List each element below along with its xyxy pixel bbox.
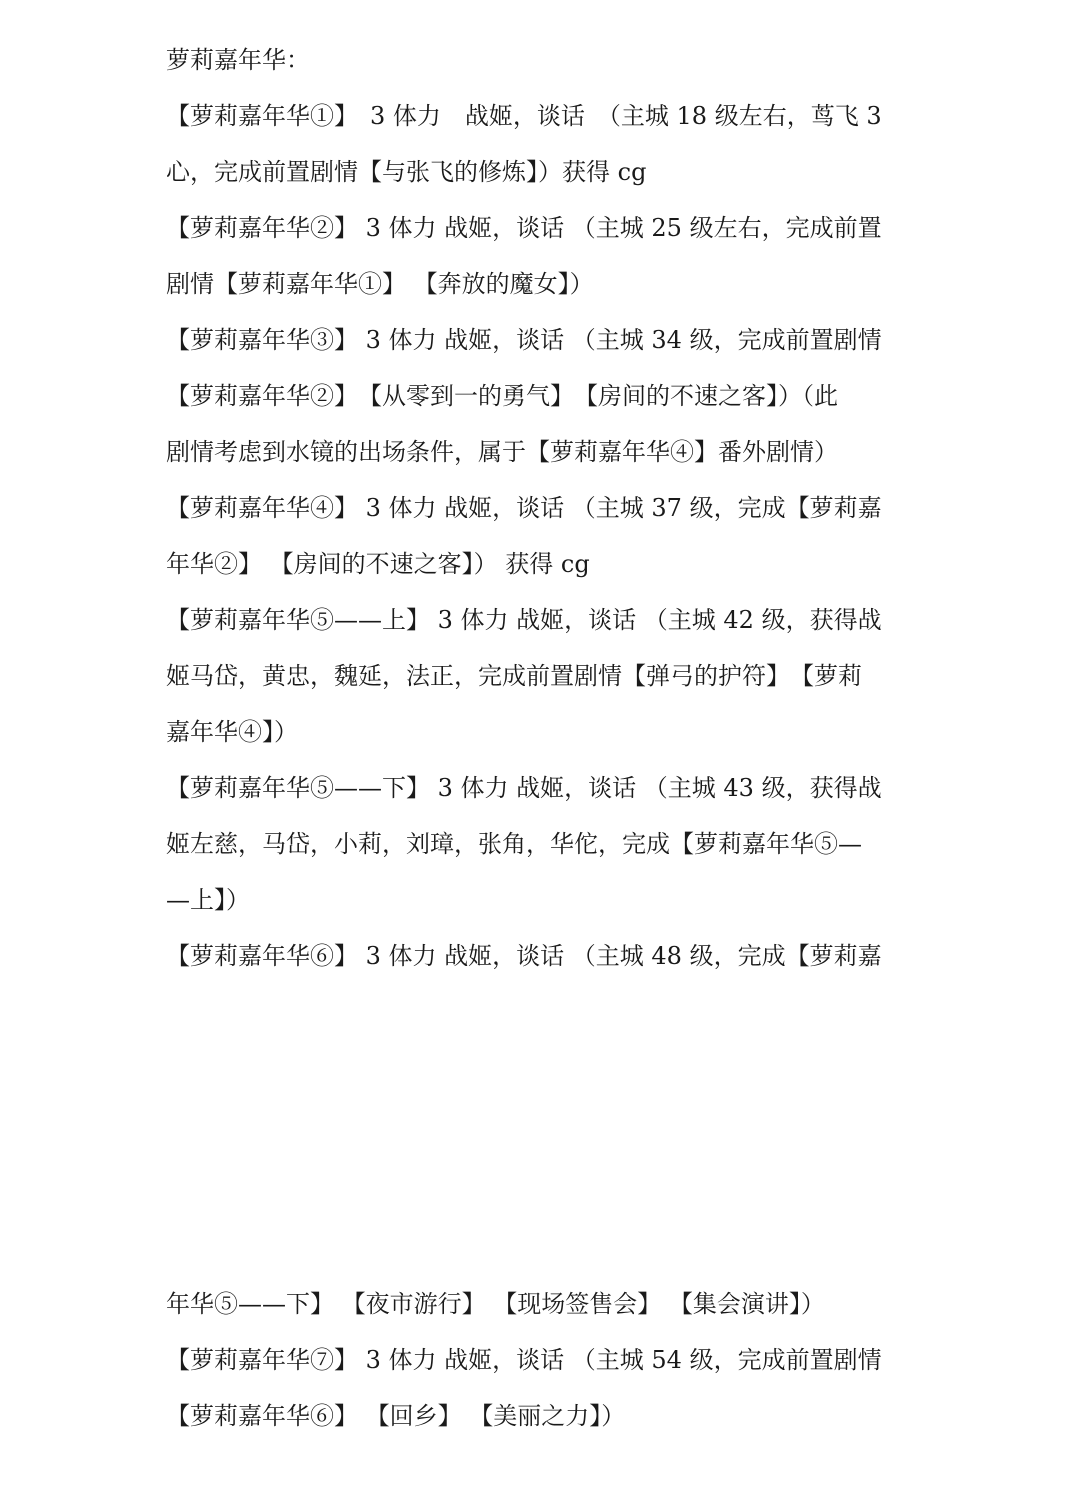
text-line: 年华⑤——下】 【夜市游行】 【现场签售会】 【集会演讲】） (166, 1290, 825, 1318)
text-line: 【萝莉嘉年华⑥】 3 体力 战姬，谈话 （主城 48 级，完成【萝莉嘉 (166, 942, 882, 970)
text-block-top (166, 32, 916, 984)
text-line: 【萝莉嘉年华⑦】 3 体力 战姬，谈话 （主城 54 级，完成前置剧情 (166, 1346, 882, 1374)
text-block-bottom (166, 1276, 916, 1444)
text-line: 姬左慈，马岱，小莉，刘璋，张角，华佗，完成【萝莉嘉年华⑤— (166, 830, 862, 858)
text-line: 心，完成前置剧情【与张飞的修炼】）获得 cg (166, 158, 647, 186)
text-line: 剧情考虑到水镜的出场条件，属于【萝莉嘉年华④】番外剧情） (166, 438, 838, 466)
text-line: 【萝莉嘉年华④】 3 体力 战姬，谈话 （主城 37 级，完成【萝莉嘉 (166, 494, 882, 522)
text-line: 年华②】 【房间的不速之客】） 获得 cg (166, 550, 590, 578)
text-line: 【萝莉嘉年华⑤——下】 3 体力 战姬，谈话 （主城 43 级，获得战 (166, 774, 882, 802)
text-line: 萝莉嘉年华： (166, 46, 310, 74)
text-line: 姬马岱，黄忠，魏延，法正，完成前置剧情【弹弓的护符】 【萝莉 (166, 662, 862, 690)
text-line: 嘉年华④】） (166, 718, 298, 746)
text-line: 【萝莉嘉年华⑥】 【回乡】 【美丽之力】） (166, 1402, 626, 1430)
text-line: 【萝莉嘉年华⑤——上】 3 体力 战姬，谈话 （主城 42 级，获得战 (166, 606, 882, 634)
text-line: 【萝莉嘉年华③】 3 体力 战姬，谈话 （主城 34 级，完成前置剧情 (166, 326, 882, 354)
text-line: —上】） (166, 886, 250, 914)
text-line: 【萝莉嘉年华①】 3 体力 战姬，谈话 （主城 18 级左右，茑飞 3 (166, 102, 882, 130)
text-line: 【萝莉嘉年华②】 【从零到一的勇气】 【房间的不速之客】）（此 (166, 382, 838, 410)
text-line: 【萝莉嘉年华②】 3 体力 战姬，谈话 （主城 25 级左右，完成前置 (166, 214, 882, 242)
text-line: 剧情【萝莉嘉年华①】 【奔放的魔女】） (166, 270, 594, 298)
